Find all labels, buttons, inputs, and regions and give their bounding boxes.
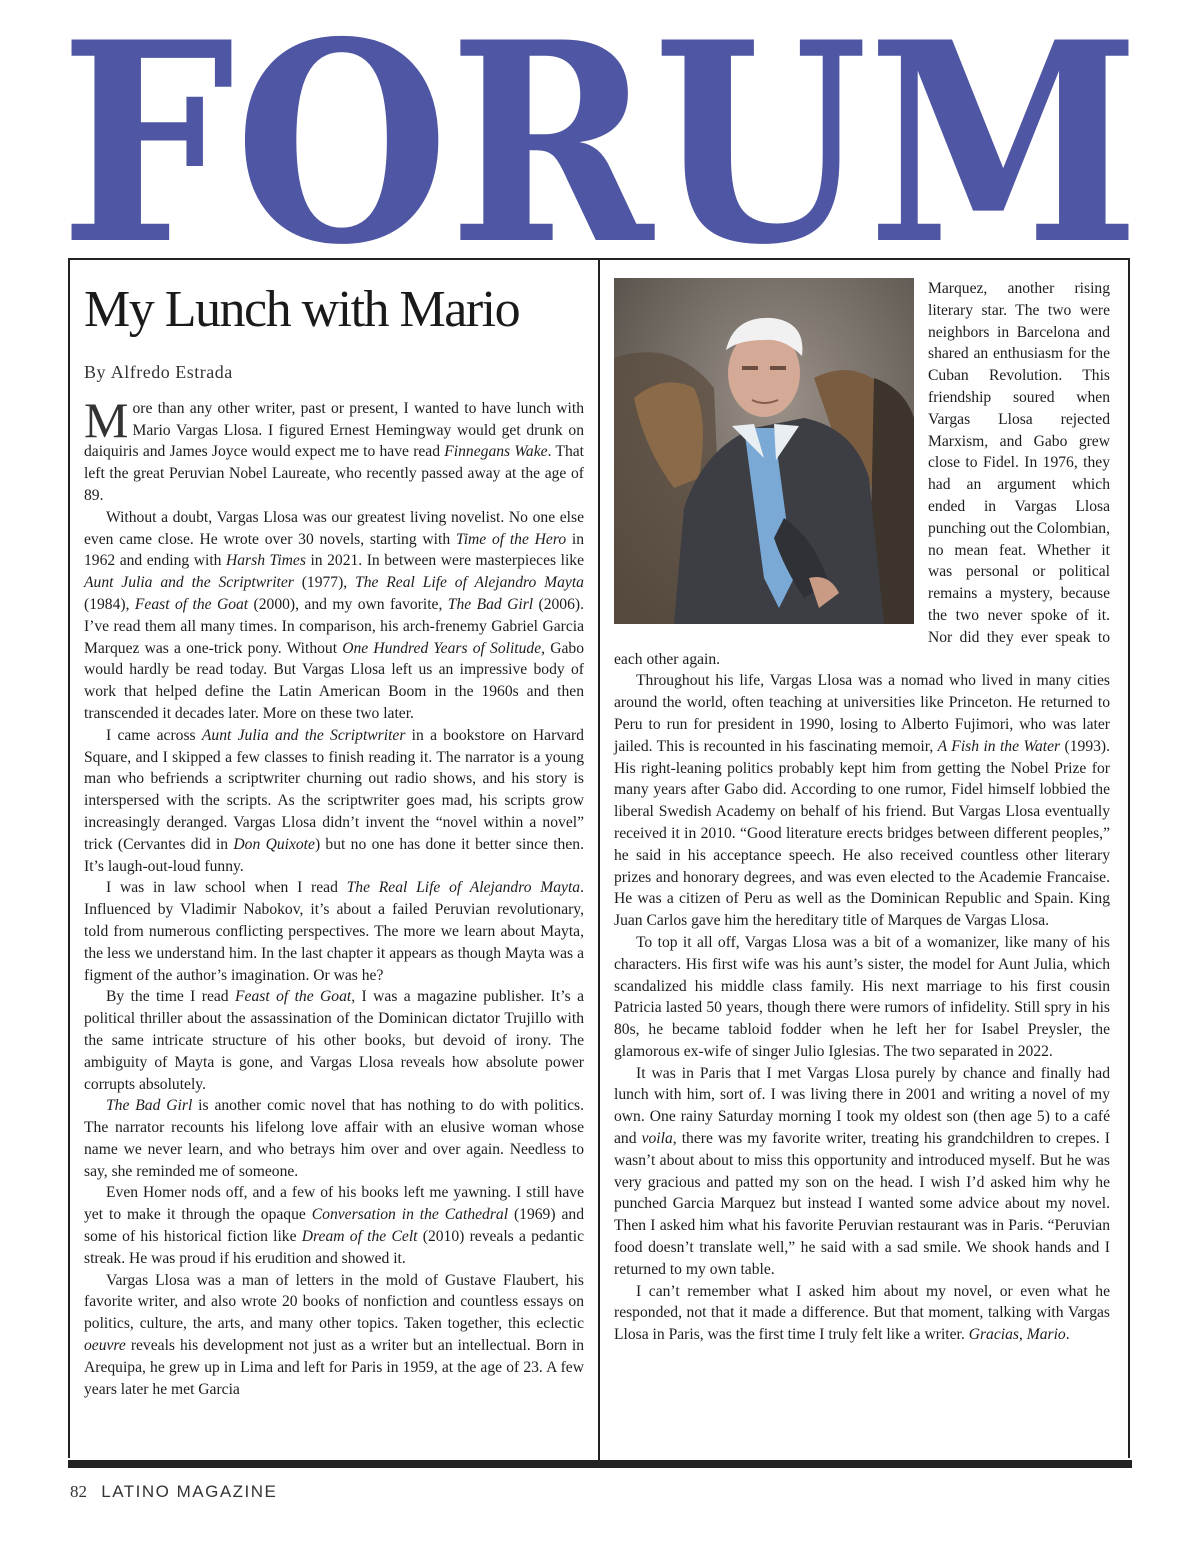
publication-name: LATINO MAGAZINE (101, 1482, 278, 1501)
paragraph-4: I was in law school when I read The Real Life of Alejandro Mayta. Influenced by Vladimir Nabokov, it’s about a failed Peruvian revolutionary, told from numerous conflicting perspectives. The more we learn about Mayta, the less we understand him. In the last chapter it appears as though Mayta was a figment of the author’s imagination. Or was he? (84, 879, 584, 984)
paragraph-9: Throughout his life, Vargas Llosa was a nomad who lived in many cities around the world, often teaching at universities like Princeton. He returned to Peru to run for president in 1990, losing to Alberto Fujimori, who was later jailed. This is recounted in his fascinating memoir, A Fish in the Water (1993). His right-leaning politics probably kept him from getting the Nobel Prize for many years after Gabo did. According to one rumor, Fidel himself lobbied the liberal Swedish Academy on behalf of his friend. But Vargas Llosa eventually received it in 2010. “Good literature erects bridges between different peoples,” he said in his acceptance speech. He also received countless other literary prizes and honorary degrees, and was even elected to the Academie Francaise. He was a citizen of Peru as well as the Dominican Republic and Spain. King Juan Carlos gave him the hereditary title of Marques de Vargas Llosa. (614, 672, 1111, 930)
paragraph-10: To top it all off, Vargas Llosa was a bit of a womanizer, like many of his characters. His first wife was his aunt’s sister, the model for Aunt Julia, which scandalized his middle class family. His next marriage to his first cousin Patricia lasted 50 years, though there were rumors of infidelity. Still spry in his 80s, he became tabloid fodder when he left her for Isabel Preysler, the glamorous ex-wife of singer Julio Iglesias. The two separated in 2022. (614, 933, 1110, 1060)
paragraph-12: I can’t remember what I asked him about my novel, or even what he responded, not that it made a difference. But that moment, talking with Vargas Llosa in Paris, was the first time I truly felt like a writer. Gracias, Mario. (614, 1282, 1110, 1344)
page-folio (70, 1482, 277, 1502)
paragraph-7: Even Homer nods off, and a few of his books left me yawning. I still have yet to make it through the opaque Conversation in the Cathedral (1969) and some of his historical fiction like Dream of the Celt (2010) reveals a pedantic streak. He was proud if his erudition and showed it. (84, 1184, 584, 1267)
paragraph-6: The Bad Girl is another comic novel that has nothing to do with politics. The narrator recounts his lifelong love affair with an elusive woman whose name we never learn, and who betrays him over and over again. Needless to say, she reminded me of someone. (84, 1097, 584, 1180)
column-divider (598, 260, 600, 1460)
byline-author: Alfredo Estrada (110, 362, 233, 382)
masthead (60, 18, 1140, 256)
article-headline: My Lunch with Mario (84, 281, 520, 338)
paragraph-3: I came across Aunt Julia and the Scriptwriter in a bookstore on Harvard Square, and I skipped a few classes to finish reading it. The narrator is a young man who befriends a scriptwriter churning out radio shows, and his story is interspersed with the scripts. As the scriptwriter goes mad, his scripts grow increasingly deranged. Vargas Llosa didn’t invent the “novel within a novel” trick (Cervantes did in Don Quixote) but no one has done it better since then. It’s laugh-out-loud funny. (84, 726, 584, 875)
page-number: 82 (70, 1482, 87, 1501)
paragraph-1: More than any other writer, past or present, I wanted to have lunch with Mario Vargas Llosa. I figured Ernest Hemingway would get drunk on daiquiris and James Joyce would expect me to have read Finnegans Wake. That left the great Peruvian Nobel Laureate, who recently passed away at the age of 89. (84, 391, 584, 504)
byline (84, 362, 584, 384)
paragraph-5: By the time I read Feast of the Goat, I was a magazine publisher. It’s a political thriller about the assassination of the Dominican dictator Trujillo with the same intricate structure of his other books, but devoid of irony. The ambiguity of Mayta is gone, and Vargas Llosa reveals how absolute power corrupts absolutely. (84, 988, 584, 1093)
portrait-illustration (614, 278, 914, 624)
drop-cap: M (84, 391, 129, 448)
paragraph-8-start: Vargas Llosa was a man of letters in the mold of Gustave Flaubert, his favorite writer, and also wrote 20 books of nonfiction and countless essays on politics, culture, the arts, and many other topics. Taken together, this eclectic oeuvre reveals his development not just as a writer but an intellectual. Born in Arequipa, he grew up in Lima and left for Paris in 1959, at the age of 23. A few years later he met Garcia (84, 1271, 584, 1398)
paragraph-11: It was in Paris that I met Vargas Llosa purely by chance and finally had lunch with him, sort of. I was living there in 2001 and writing a novel of my own. One rainy Saturday morning I took my oldest son (then age 5) to a café and voila, there was my favorite writer, treating his grandchildren to crepes. I wasn’t about about to miss this opportunity and introduced myself. But he was very gracious and patted my son on the head. I wish I’d asked him why he punched Garcia Marquez but instead I wanted some advice about my novel. Then I asked him what his favorite Peruvian restaurant was in Paris. “Peruvian food doesn’t translate well,” he said with a sad smile. We shook hands and I returned to my own table. (614, 1064, 1110, 1278)
left-column (84, 280, 584, 1400)
masthead-title: FORUM (60, 18, 1140, 256)
byline-prefix: By (84, 362, 107, 382)
masthead-logo (60, 18, 1140, 256)
frame-bottom-rule (68, 1460, 1132, 1468)
right-column (614, 278, 1110, 1346)
paragraph-8-end: Marquez, another rising literary star. The two were neighbors in Barcelona and shared an enthusiasm for the Cuban Revolution. This friendship soured when Vargas Llosa rejected Marxism, and Gabo grew close to Fidel. In 1976, they had an argument which ended in Vargas Llosa punching out the Colombian, no mean feat. Whether it was personal or political remains a mystery, because the two never spoke of it. Nor did they ever speak to each other again. (614, 280, 1110, 668)
author-portrait-photo (614, 278, 914, 624)
paragraph-2: Without a doubt, Vargas Llosa was our greatest living novelist. No one else even came close. He wrote over 30 novels, starting with Time of the Hero in 1962 and ending with Harsh Times in 2021. In between were masterpieces like Aunt Julia and the Scriptwriter (1977), The Real Life of Alejandro Mayta (1984), Feast of the Goat (2000), and my own favorite, The Bad Girl (2006). I’ve read them all many times. In comparison, his arch-frenemy Gabriel Garcia Marquez was a one-trick pony. Without One Hundred Years of Solitude, Gabo would hardly be read today. But Vargas Llosa left us an impressive body of work that helped define the Latin American Boom in the 1960s and then transcended it decades later. More on these two later. (84, 508, 585, 722)
